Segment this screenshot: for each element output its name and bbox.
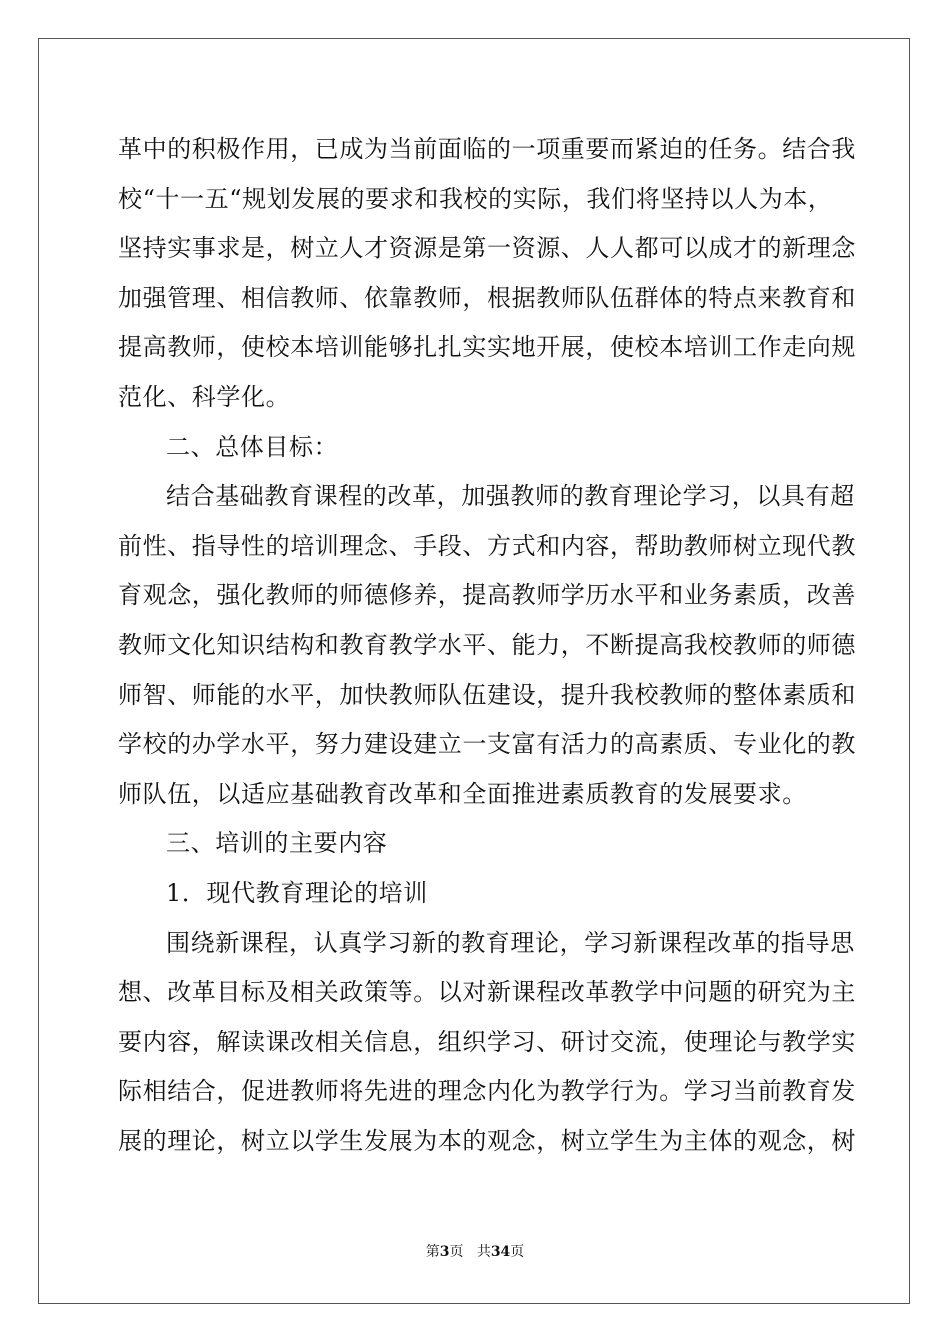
text-line: 前性、指导性的培训理念、手段、方式和内容，帮助教师树立现代教 (118, 531, 856, 560)
text-line: 要内容，解读课改相关信息，组织学习、研讨交流，使理论与教学实 (118, 1027, 856, 1056)
text-line: 加强管理、相信教师、依靠教师，根据教师队伍群体的特点来教育和 (118, 283, 856, 312)
current-page-number: 3 (439, 1244, 450, 1260)
footer-prefix: 第 (425, 1244, 440, 1260)
footer-page-suffix: 页 (449, 1244, 464, 1260)
text-line: 师智、师能的水平，加快教师队伍建设，提升我校教师的整体素质和 (118, 680, 856, 709)
text-line: 学校的办学水平，努力建设建立一支富有活力的高素质、专业化的教 (118, 730, 856, 759)
text-line: 二、总体目标： (166, 432, 339, 461)
text-line: 师队伍，以适应基础教育改革和全面推进素质教育的发展要求。 (118, 779, 807, 808)
document-body (118, 125, 856, 1166)
page-footer (0, 1241, 950, 1261)
text-line: 革中的积极作用，已成为当前面临的一项重要而紧迫的任务。结合我 (118, 135, 856, 163)
text-line: 范化、科学化。 (118, 382, 291, 411)
text-line: 想、改革目标及相关政策等。以对新课程改革教学中问题的研究为主 (118, 978, 856, 1007)
text-line: 展的理论，树立以学生发展为本的观念，树立学生为主体的观念，树 (118, 1126, 856, 1155)
text-line: 提高教师，使校本培训能够扎扎实实地开展，使校本培训工作走向规 (118, 333, 856, 362)
text-line: 际相结合，促进教师将先进的理念内化为教学行为。学习当前教育发 (118, 1077, 856, 1106)
text-line: 结合基础教育课程的改革，加强教师的教育理论学习，以具有超 (166, 482, 855, 511)
total-page-number: 34 (490, 1244, 511, 1260)
text-line: 坚持实事求是，树立人才资源是第一资源、人人都可以成才的新理念 (118, 234, 856, 263)
text-line: 育观念，强化教师的师德修养，提高教师学历水平和业务素质，改善 (118, 581, 856, 610)
text-line: 教师文化知识结构和教育教学水平、能力，不断提高我校教师的师德 (118, 630, 856, 659)
text-line: 三、培训的主要内容 (166, 829, 388, 858)
footer-total-prefix: 共 (476, 1244, 491, 1260)
text-line: 1．现代教育理论的培训 (166, 878, 428, 907)
text-line: 围绕新课程，认真学习新的教育理论，学习新课程改革的指导思 (166, 928, 855, 957)
footer-total-suffix: 页 (510, 1244, 525, 1260)
text-line: 校“十一五“规划发展的要求和我校的实际，我们将坚持以人为本， (118, 184, 833, 213)
